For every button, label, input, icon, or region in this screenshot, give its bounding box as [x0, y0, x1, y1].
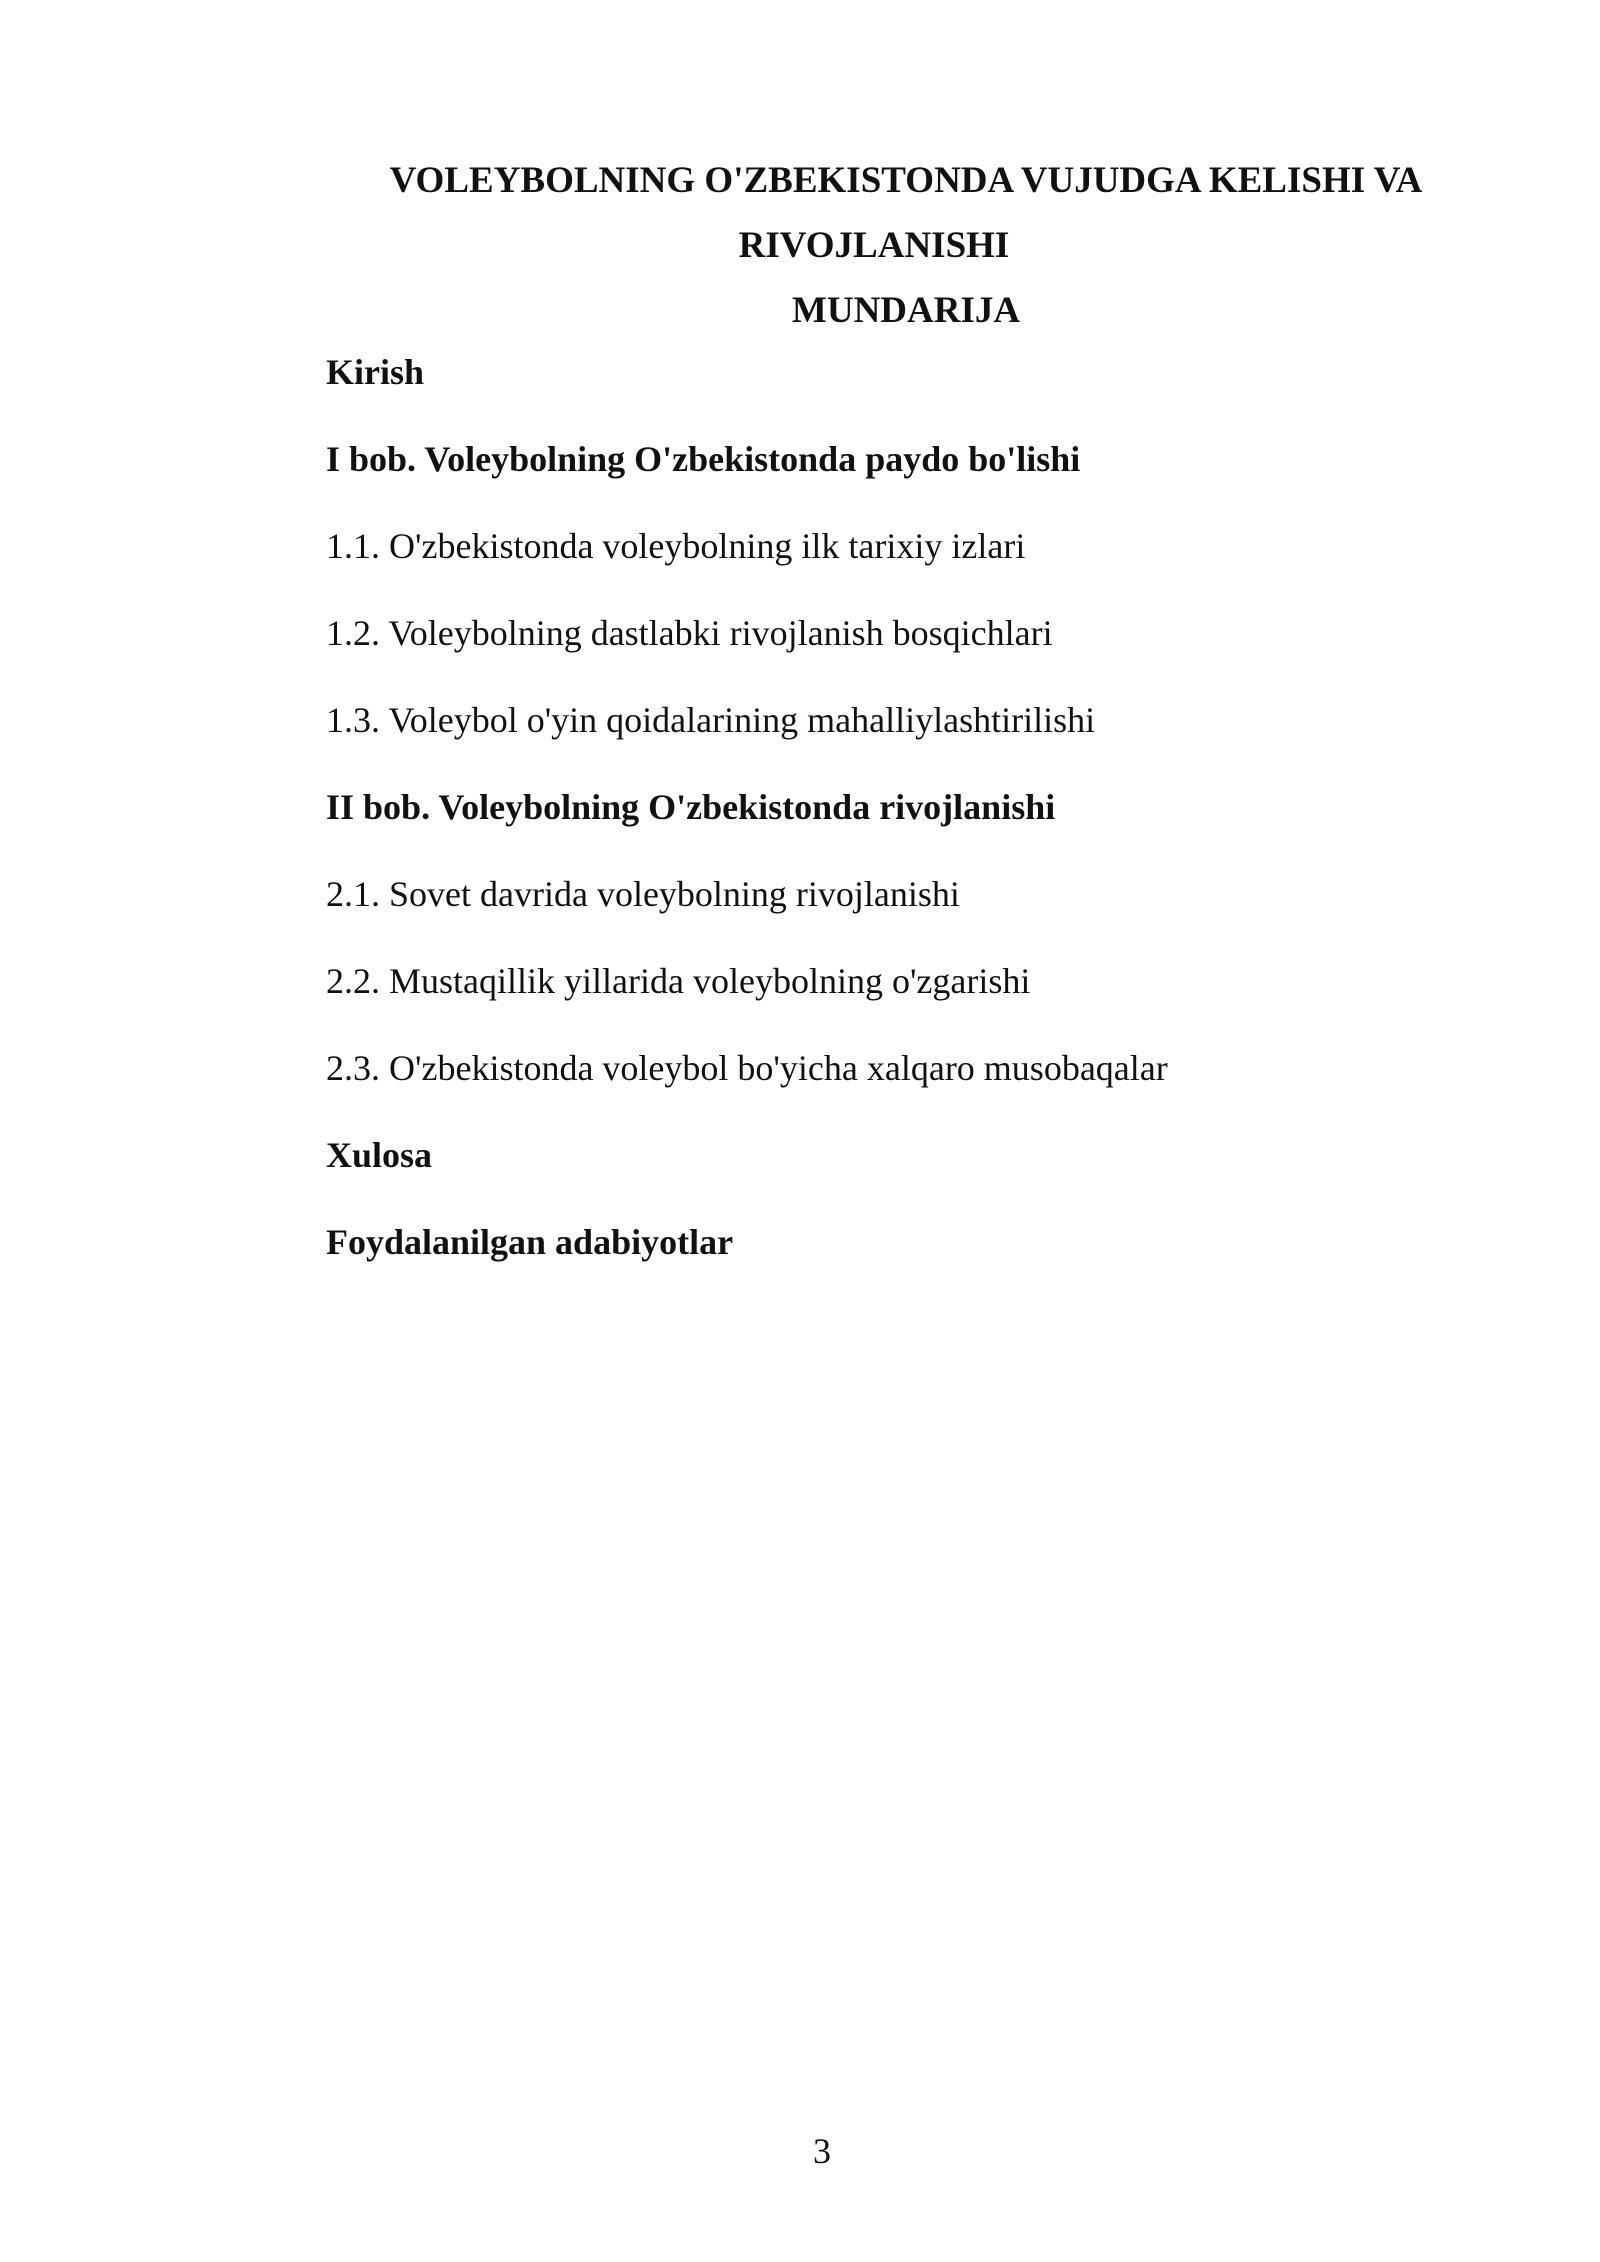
title-line-1: VOLEYBOLNING O'ZBEKISTONDA VUJUDGA KELISHI VA — [389, 160, 1423, 201]
toc-item: Kirish — [326, 352, 425, 392]
table-of-contents — [326, 340, 1476, 1297]
title-line-2: RIVOJLANISHI — [738, 225, 1010, 266]
toc-item: II bob. Voleybolning O'zbekistonda rivojlanishi — [326, 787, 1056, 827]
toc-item: Xulosa — [326, 1135, 433, 1175]
document-title — [326, 148, 1486, 343]
page-number: 3 — [813, 2131, 831, 2171]
toc-item: Foydalanilgan adabiyotlar — [326, 1222, 734, 1262]
toc-item: I bob. Voleybolning O'zbekistonda paydo bo'lishi — [326, 439, 1081, 479]
toc-item: 1.3. Voleybol o'yin qoidalarining mahalliylashtirilishi — [326, 700, 1096, 740]
toc-item: 2.3. O'zbekistonda voleybol bo'yicha xalqaro musobaqalar — [326, 1048, 1168, 1088]
toc-item: 1.2. Voleybolning dastlabki rivojlanish bosqichlari — [326, 613, 1053, 653]
toc-item: 1.1. O'zbekistonda voleybolning ilk tarixiy izlari — [326, 526, 1026, 566]
toc-item: 2.2. Mustaqillik yillarida voleybolning o'zgarishi — [326, 961, 1031, 1001]
contents-heading: MUNDARIJA — [791, 290, 1021, 331]
toc-item: 2.1. Sovet davrida voleybolning rivojlanishi — [326, 874, 960, 914]
